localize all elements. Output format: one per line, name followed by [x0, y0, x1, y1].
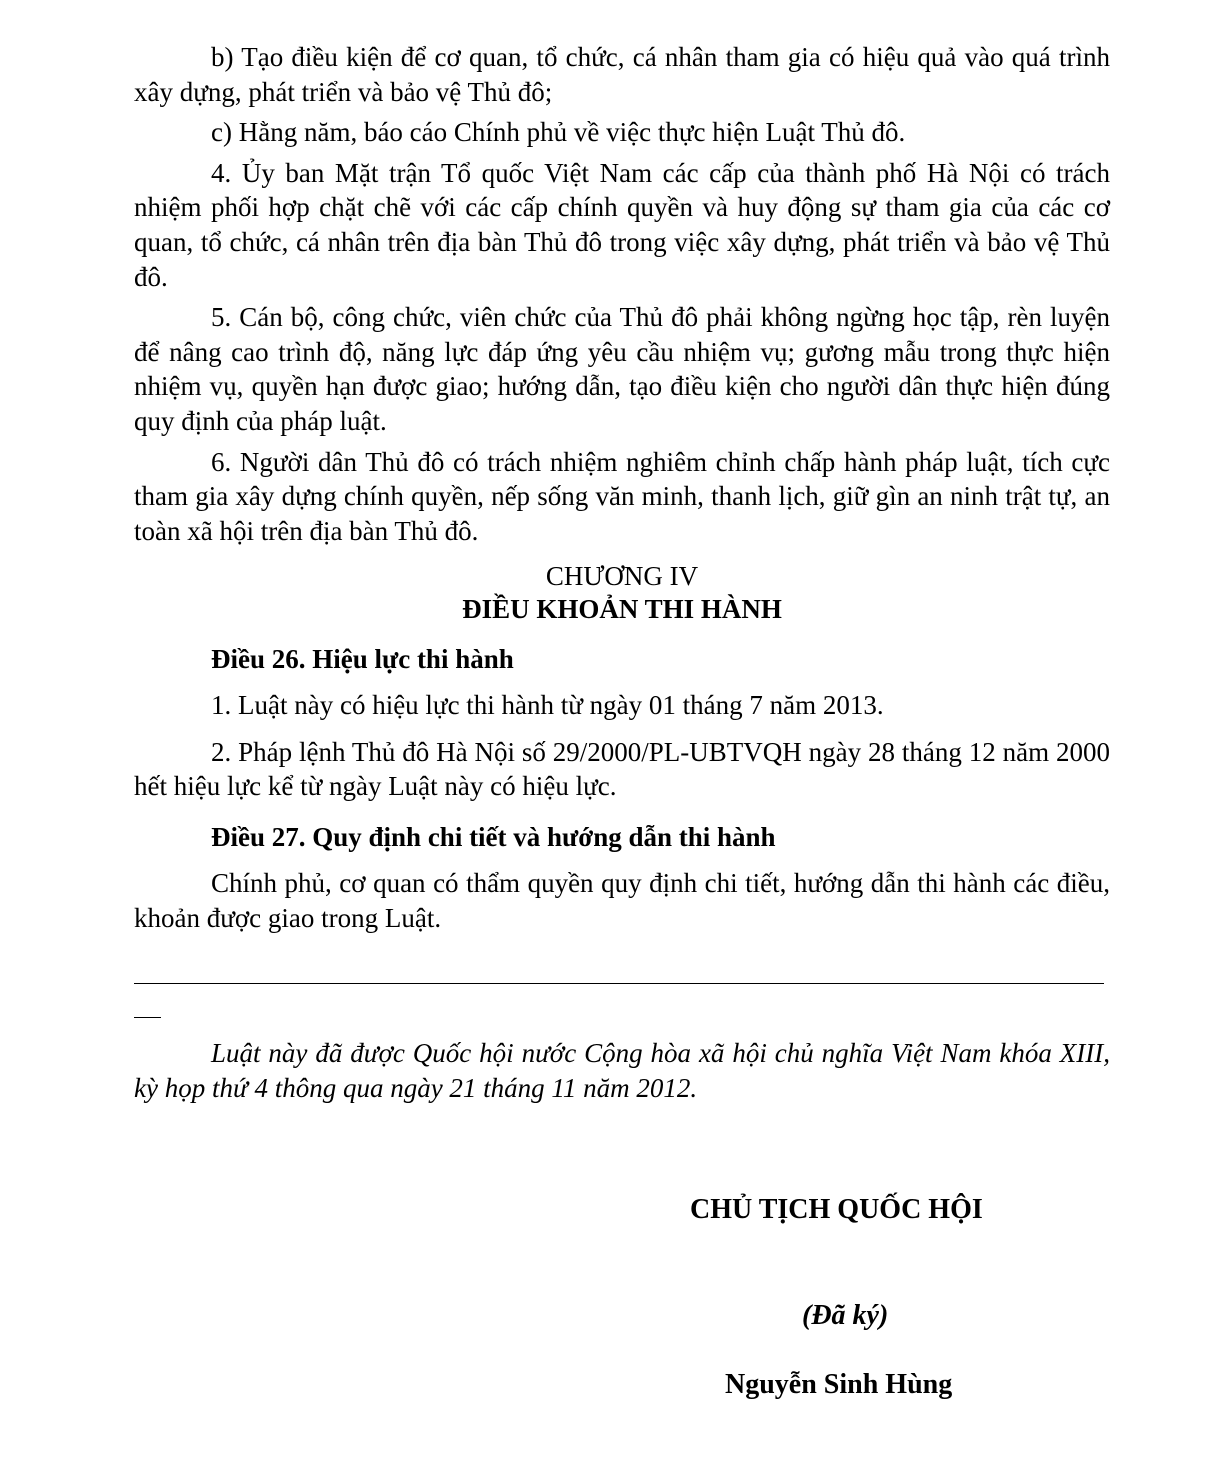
paragraph-6: 6. Người dân Thủ đô có trách nhiệm nghiêm chỉnh chấp hành pháp luật, tích cực tham gia xây dựng chính quyền, nếp sống văn minh, thanh lịch, giữ gìn an ninh trật tự, an toàn xã hội trên địa bàn Thủ đô. [134, 446, 1110, 546]
paragraph-c: c) Hằng năm, báo cáo Chính phủ về việc thực hiện Luật Thủ đô. [211, 117, 906, 148]
article-27-heading: Điều 27. Quy định chi tiết và hướng dẫn thi hành [211, 822, 776, 852]
article-26-item-1: 1. Luật này có hiệu lực thi hành từ ngày 01 tháng 7 năm 2013. [211, 690, 884, 720]
signature-name: Nguyễn Sinh Hùng [725, 1369, 953, 1400]
paragraph-5: 5. Cán bộ, công chức, viên chức của Thủ đô phải không ngừng học tập, rèn luyện để nâng cao trình độ, năng lực đáp ứng yêu cầu nhiệm vụ; gương mẫu trong thực hiện nhiệm vụ, quyền hạn được giao; hướng dẫn, tạo điều kiện cho người dân thực hiện đúng quy định của pháp luật. [134, 302, 1110, 436]
article-27 [134, 820, 1110, 935]
chapter-title: ĐIỀU KHOẢN THI HÀNH [462, 594, 782, 624]
chapter-heading [134, 560, 1110, 626]
separator-line [134, 983, 1104, 984]
paragraph-4: 4. Ủy ban Mặt trận Tổ quốc Việt Nam các cấp của thành phố Hà Nội có trách nhiệm phối hợp chặt chẽ với các cấp chính quyền và huy động sự tham gia của các cơ quan, tổ chức, cá nhân trên địa bàn Thủ đô trong việc xây dựng, phát triển và bảo vệ Thủ đô. [134, 157, 1110, 292]
paragraph-b: b) Tạo điều kiện để cơ quan, tổ chức, cá nhân tham gia có hiệu quả vào quá trình xây dựng, phát triển và bảo vệ Thủ đô; [134, 42, 1110, 107]
adoption-note: Luật này đã được Quốc hội nước Cộng hòa xã hội chủ nghĩa Việt Nam khóa XIII, kỳ họp thứ 4 thông qua ngày 21 tháng 11 năm 2012. [134, 1038, 1110, 1103]
article-26-item-2: 2. Pháp lệnh Thủ đô Hà Nội số 29/2000/PL-UBTVQH ngày 28 tháng 12 năm 2000 hết hiệu lực kể từ ngày Luật này có hiệu lực. [134, 736, 1110, 802]
signature-title: CHỦ TỊCH QUỐC HỘI [690, 1194, 983, 1225]
article-26-heading: Điều 26. Hiệu lực thi hành [211, 644, 514, 674]
signature-signed: (Đã ký) [802, 1300, 889, 1331]
article-26 [134, 642, 1110, 804]
chapter-number: CHƯƠNG IV [545, 561, 699, 591]
separator-line-tail [134, 1017, 161, 1018]
article-27-text: Chính phủ, cơ quan có thẩm quyền quy định chi tiết, hướng dẫn thi hành các điều, khoản được giao trong Luật. [134, 868, 1110, 933]
body-top [134, 40, 1110, 548]
